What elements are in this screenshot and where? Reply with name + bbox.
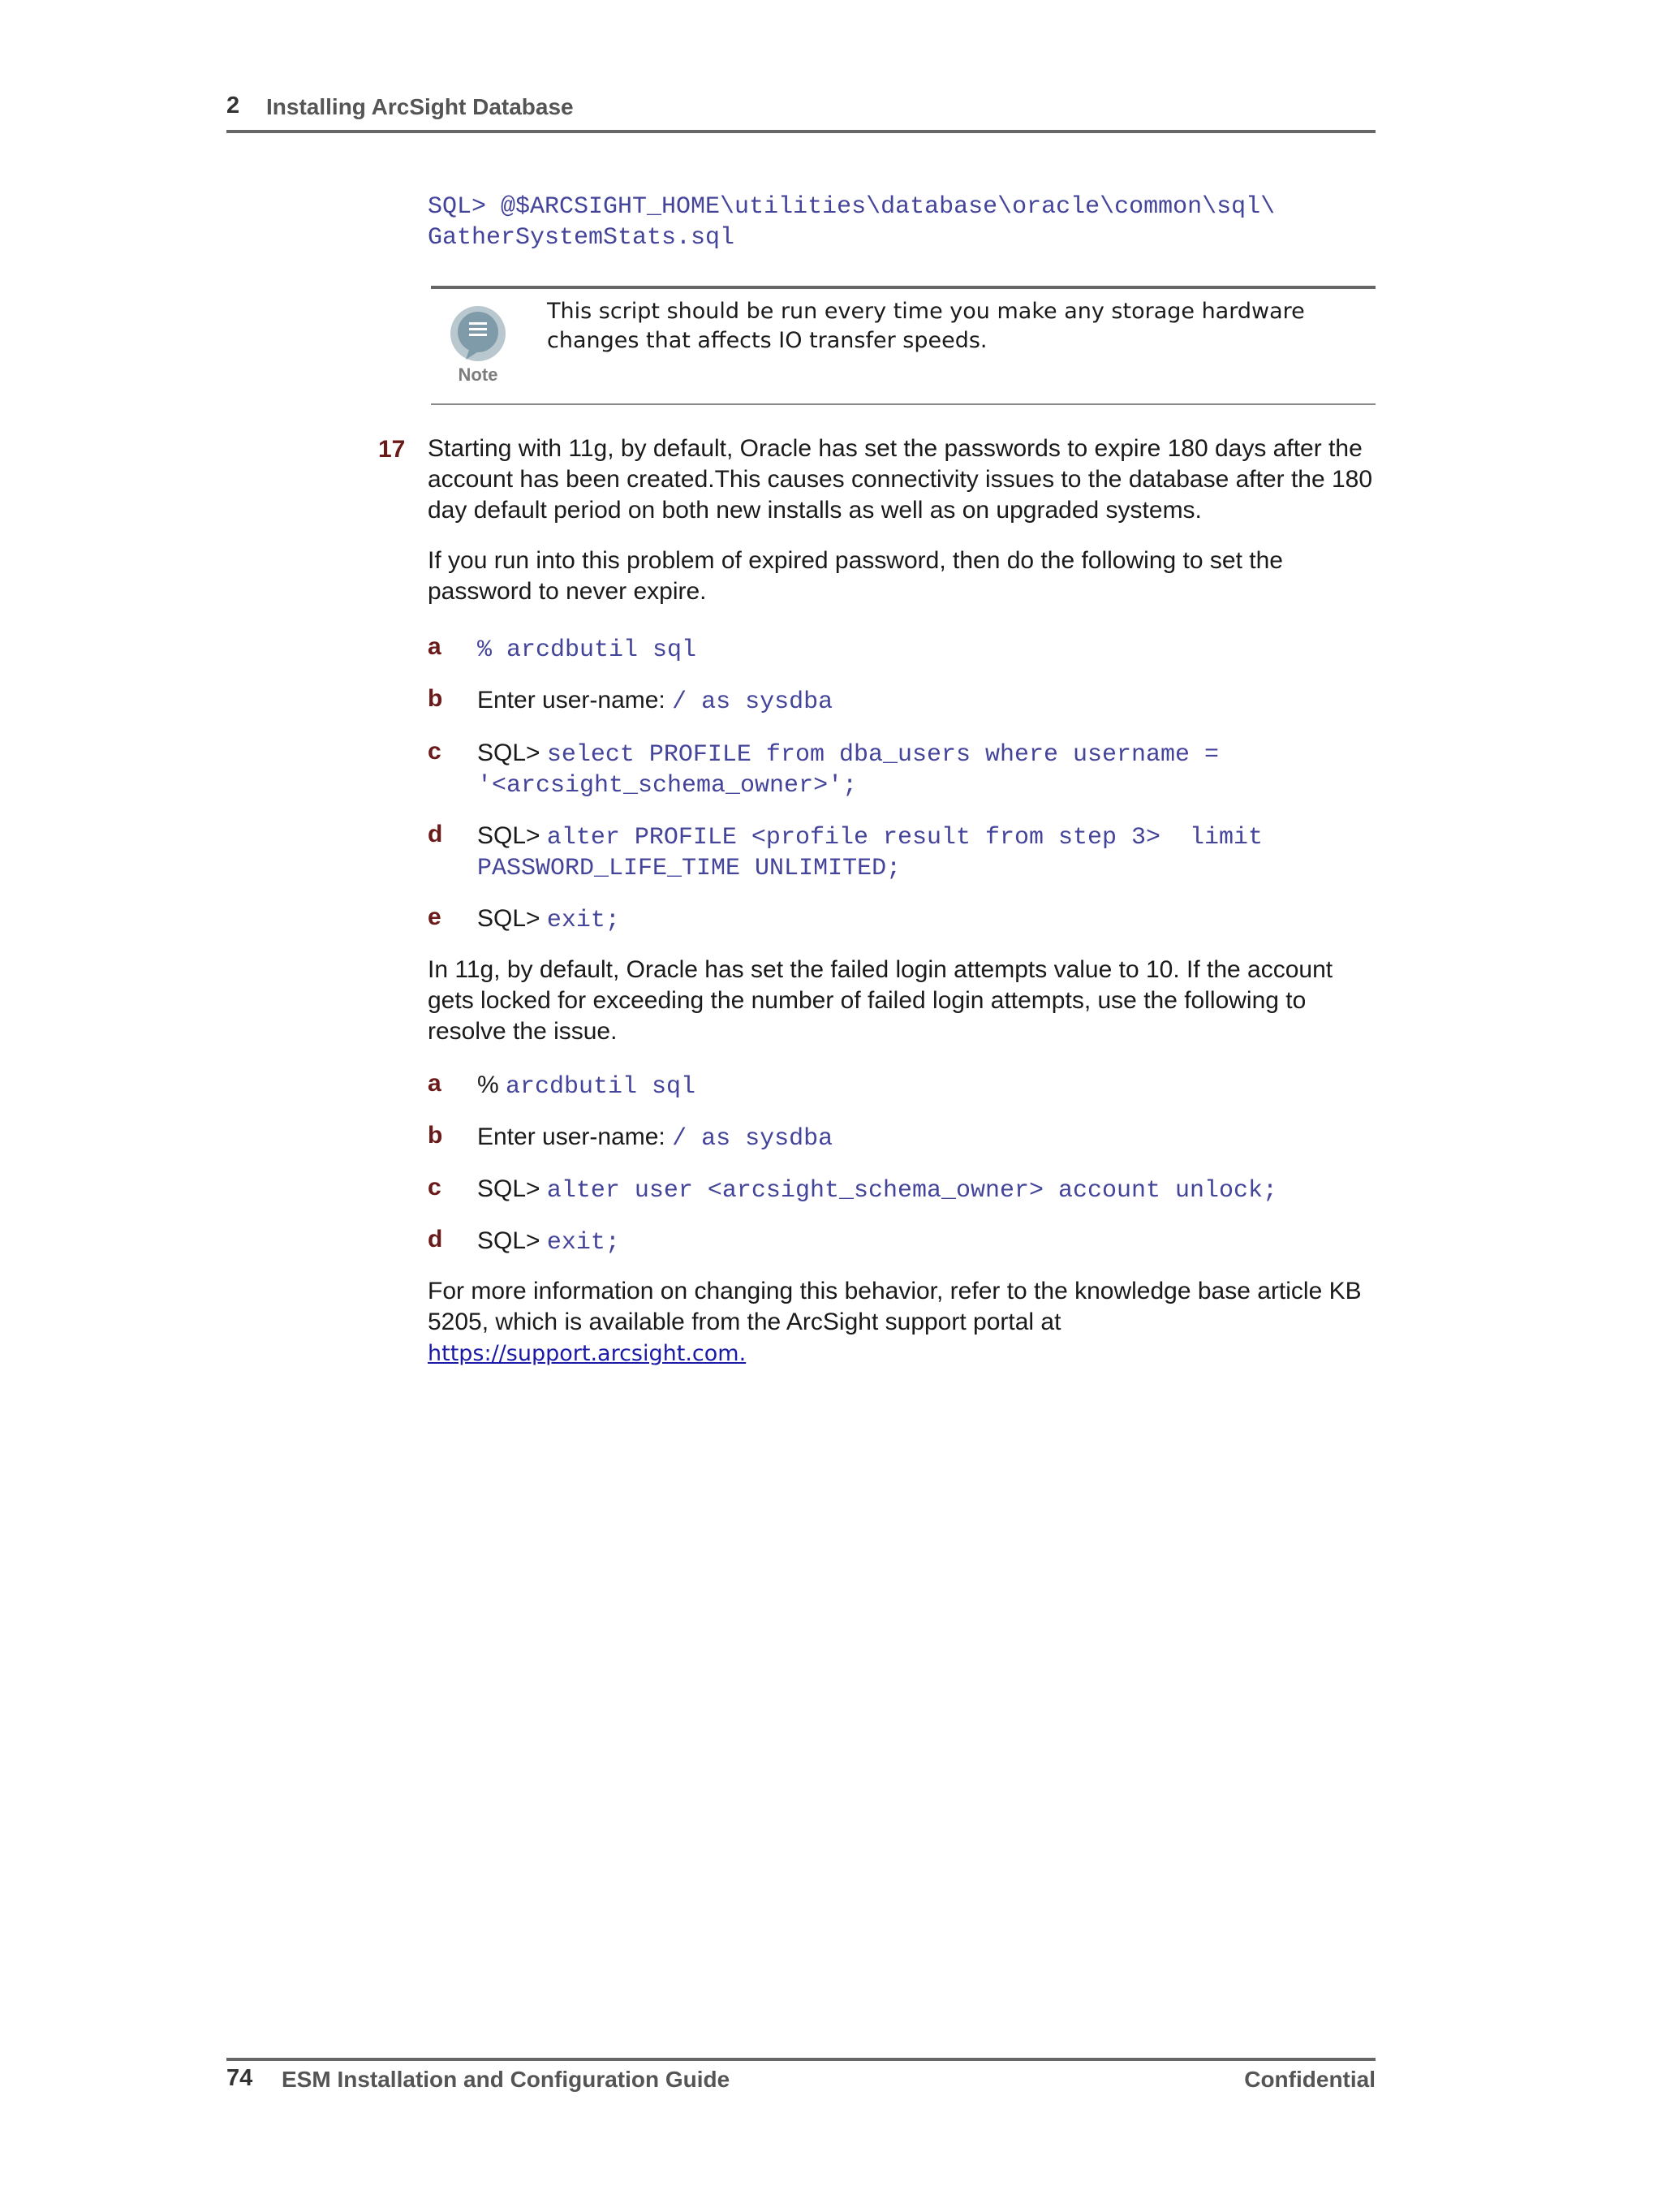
list-item [477, 1070, 695, 1102]
page-number: 74 [226, 2065, 253, 2091]
note-icon [446, 303, 510, 384]
note-top-rule [431, 286, 1376, 289]
item-label: SQL> [477, 1175, 547, 1202]
code-text: % arcdbutil sql [477, 636, 697, 664]
code-text: select PROFILE from dba_users where username = [546, 741, 1220, 769]
list-item [477, 1226, 620, 1258]
paragraph [428, 1276, 1377, 1369]
list-letter: c [428, 1174, 441, 1201]
code-text: PASSWORD_LIFE_TIME UNLIMITED; [477, 855, 902, 882]
support-link[interactable]: https://support.arcsight.com. [428, 1341, 747, 1366]
item-label: SQL> [477, 905, 547, 932]
paragraph: Starting with 11g, by default, Oracle has set the passwords to expire 180 days after the account has been created.This causes connectivity issues to the database after the 180 day default period on both new installs as well as on upgraded systems. [428, 435, 1373, 524]
list-item [477, 685, 833, 718]
list-item [477, 903, 620, 936]
list-item [477, 1174, 1277, 1206]
code-text: / as sysdba [672, 688, 833, 716]
list-item [477, 738, 1219, 770]
list-item-continuation [477, 769, 857, 801]
chapter-title: Installing ArcSight Database [266, 94, 574, 119]
list-item-continuation [477, 852, 901, 884]
list-letter: a [428, 1070, 441, 1097]
list-item [477, 1122, 833, 1154]
paragraph: If you run into this problem of expired password, then do the following to set the password to never expire. [428, 547, 1283, 605]
item-label: Enter user-name: [477, 1123, 673, 1150]
code-text: alter PROFILE <profile result from step 3> limit [546, 824, 1264, 852]
list-letter: d [428, 821, 443, 847]
classification: Confidential [1244, 2067, 1376, 2092]
step-number: 17 [378, 436, 406, 463]
paragraph: In 11g, by default, Oracle has set the failed login attempts value to 10. If the account gets locked for exceeding the number of failed login attempts, use the following to resolve the issue. [428, 956, 1333, 1045]
list-letter: a [428, 633, 441, 660]
list-letter: b [428, 1122, 443, 1149]
item-label: % [477, 1072, 506, 1098]
list-letter: c [428, 738, 441, 765]
item-label: SQL> [477, 1227, 547, 1254]
footer-rule [226, 2058, 1376, 2061]
list-item [477, 821, 1263, 853]
list-letter: b [428, 685, 443, 712]
item-label: Enter user-name: [477, 687, 673, 714]
header-rule [226, 130, 1376, 133]
list-letter: d [428, 1226, 443, 1253]
code-text: alter user <arcsight_schema_owner> account unlock; [546, 1177, 1278, 1205]
item-label: SQL> [477, 739, 547, 766]
list-item [477, 633, 696, 666]
note-icon-label: Note [458, 364, 498, 384]
chapter-number: 2 [226, 93, 240, 119]
code-text: '<arcsight_schema_owner>'; [477, 772, 858, 800]
doc-title: ESM Installation and Configuration Guide [282, 2067, 730, 2092]
paragraph-text: For more information on changing this behavior, refer to the knowledge base article KB 5205, which is available from the ArcSight support portal at [428, 1278, 1362, 1335]
code-text: / as sysdba [672, 1125, 833, 1153]
list-letter: e [428, 903, 441, 930]
code-text: exit; [546, 907, 620, 934]
code-line: GatherSystemStats.sql [428, 224, 735, 252]
item-label: SQL> [477, 822, 547, 849]
note-bottom-rule [431, 403, 1376, 405]
code-text: arcdbutil sql [506, 1073, 696, 1101]
code-line: SQL> @$ARCSIGHT_HOME\utilities\database\oracle\common\sql\ [428, 193, 1276, 221]
code-text: exit; [546, 1229, 620, 1257]
note-text: This script should be run every time you make any storage hardware changes that affects IO transfer speeds. [547, 299, 1305, 353]
